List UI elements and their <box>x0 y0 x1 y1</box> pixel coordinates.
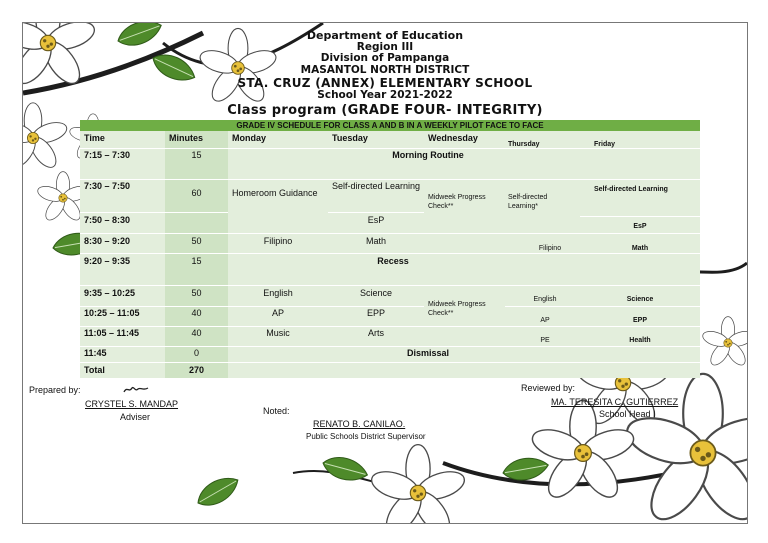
dismissal-cell: Dismissal <box>406 348 450 358</box>
column-header-thursday: Thursday <box>508 141 540 148</box>
tuesday-esp-cell: EsP <box>367 215 385 225</box>
row-minutes: 0 <box>193 348 199 358</box>
row-time: 7:50 – 8:30 <box>84 215 131 225</box>
total-minutes: 270 <box>188 365 205 375</box>
row-minutes: 40 <box>191 308 202 318</box>
monday-english-cell: English <box>263 288 293 298</box>
minutes-column-background <box>165 131 228 378</box>
header-region: Region III <box>356 41 414 53</box>
monday-music-cell: Music <box>266 328 290 338</box>
thursday-english-cell: English <box>533 296 557 303</box>
prepared-by-role: Adviser <box>120 412 151 422</box>
wednesday-midweek-cell: Midweek Progress Check** <box>428 194 486 210</box>
recess-cell: Recess <box>377 256 409 266</box>
row-minutes: 15 <box>191 150 202 160</box>
header-district: MASANTOL NORTH DISTRICT <box>300 64 470 76</box>
schedule-table <box>80 120 700 378</box>
friday-science-cell: Science <box>626 296 654 303</box>
noted-name: RENATO B. CANILAO. <box>313 419 406 429</box>
reviewed-by-label: Reviewed by: <box>521 383 576 393</box>
prepared-by-label: Prepared by: <box>29 385 81 395</box>
row-time: 9:20 – 9:35 <box>84 256 131 266</box>
row-time: 11:45 <box>84 348 107 358</box>
noted-role: Public Schools District Supervisor <box>306 432 426 441</box>
friday-epp-cell: EPP <box>632 317 647 324</box>
tuesday-epp-cell: EPP <box>366 308 385 318</box>
header-division: Division of Pampanga <box>320 52 450 64</box>
noted-label: Noted: <box>263 406 290 416</box>
schedule-banner: GRADE IV SCHEDULE FOR CLASS A AND B IN A WEEKLY PILOT FACE TO FACE <box>80 120 700 131</box>
wednesday-midweek-cell: Midweek Progress Check** <box>428 301 486 317</box>
row-time: 8:30 – 9:20 <box>84 236 131 246</box>
row-minutes: 40 <box>191 328 202 338</box>
friday-math-cell: Math <box>631 245 649 252</box>
row-minutes: 50 <box>191 288 202 298</box>
column-header-friday: Friday <box>594 141 616 148</box>
tuesday-selfdirected-cell: Self-directed Learning <box>332 181 421 191</box>
document-page <box>22 22 748 524</box>
row-time: 10:25 – 11:05 <box>84 308 140 318</box>
row-minutes: 50 <box>191 236 202 246</box>
row-time: 9:35 – 10:25 <box>84 288 136 298</box>
friday-selfdirected-cell: Self-directed Learning <box>594 186 668 193</box>
row-time-total: Total <box>84 365 105 375</box>
prepared-by-name: CRYSTEL S. MANDAP <box>85 399 179 409</box>
column-header-minutes: Minutes <box>169 133 204 143</box>
thursday-selfdirected-cell: Self-directed Learning* <box>508 194 548 210</box>
column-header-monday: Monday <box>232 133 267 143</box>
signature-icon <box>123 385 149 394</box>
friday-health-cell: Health <box>629 337 651 344</box>
row-time: 7:30 – 7:50 <box>84 181 131 191</box>
monday-filipino-cell: Filipino <box>263 236 293 246</box>
tuesday-math-cell: Math <box>365 236 386 246</box>
row-minutes: 60 <box>191 188 202 198</box>
header-department: Department of Education <box>306 29 464 42</box>
row-minutes: 15 <box>191 256 202 266</box>
thursday-filipino-cell: Filipino <box>538 245 562 252</box>
tuesday-arts-cell: Arts <box>367 328 384 338</box>
page-title: Class program (GRADE FOUR- INTEGRITY) <box>227 103 543 118</box>
reviewed-by-role: School Head I <box>599 409 656 419</box>
thursday-ap-cell: AP <box>540 317 550 324</box>
header-school-year: School Year 2021-2022 <box>317 89 453 101</box>
morning-routine-cell: Morning Routine <box>392 150 464 160</box>
reviewed-by-name: MA. TERESITA C. GUTIERREZ <box>551 397 679 407</box>
row-time: 7:15 – 7:30 <box>84 150 131 160</box>
column-header-wednesday: Wednesday <box>428 133 478 143</box>
row-time: 11:05 – 11:45 <box>84 328 140 338</box>
header-school: STA. CRUZ (ANNEX) ELEMENTARY SCHOOL <box>237 76 533 90</box>
homeroom-cell: Homeroom Guidance <box>232 188 318 198</box>
friday-esp-cell: EsP <box>633 223 647 230</box>
monday-ap-cell: AP <box>271 308 284 318</box>
column-header-time: Time <box>84 133 105 143</box>
tuesday-science-cell: Science <box>359 288 393 298</box>
thursday-pe-cell: PE <box>540 337 550 344</box>
column-header-tuesday: Tuesday <box>332 133 368 143</box>
